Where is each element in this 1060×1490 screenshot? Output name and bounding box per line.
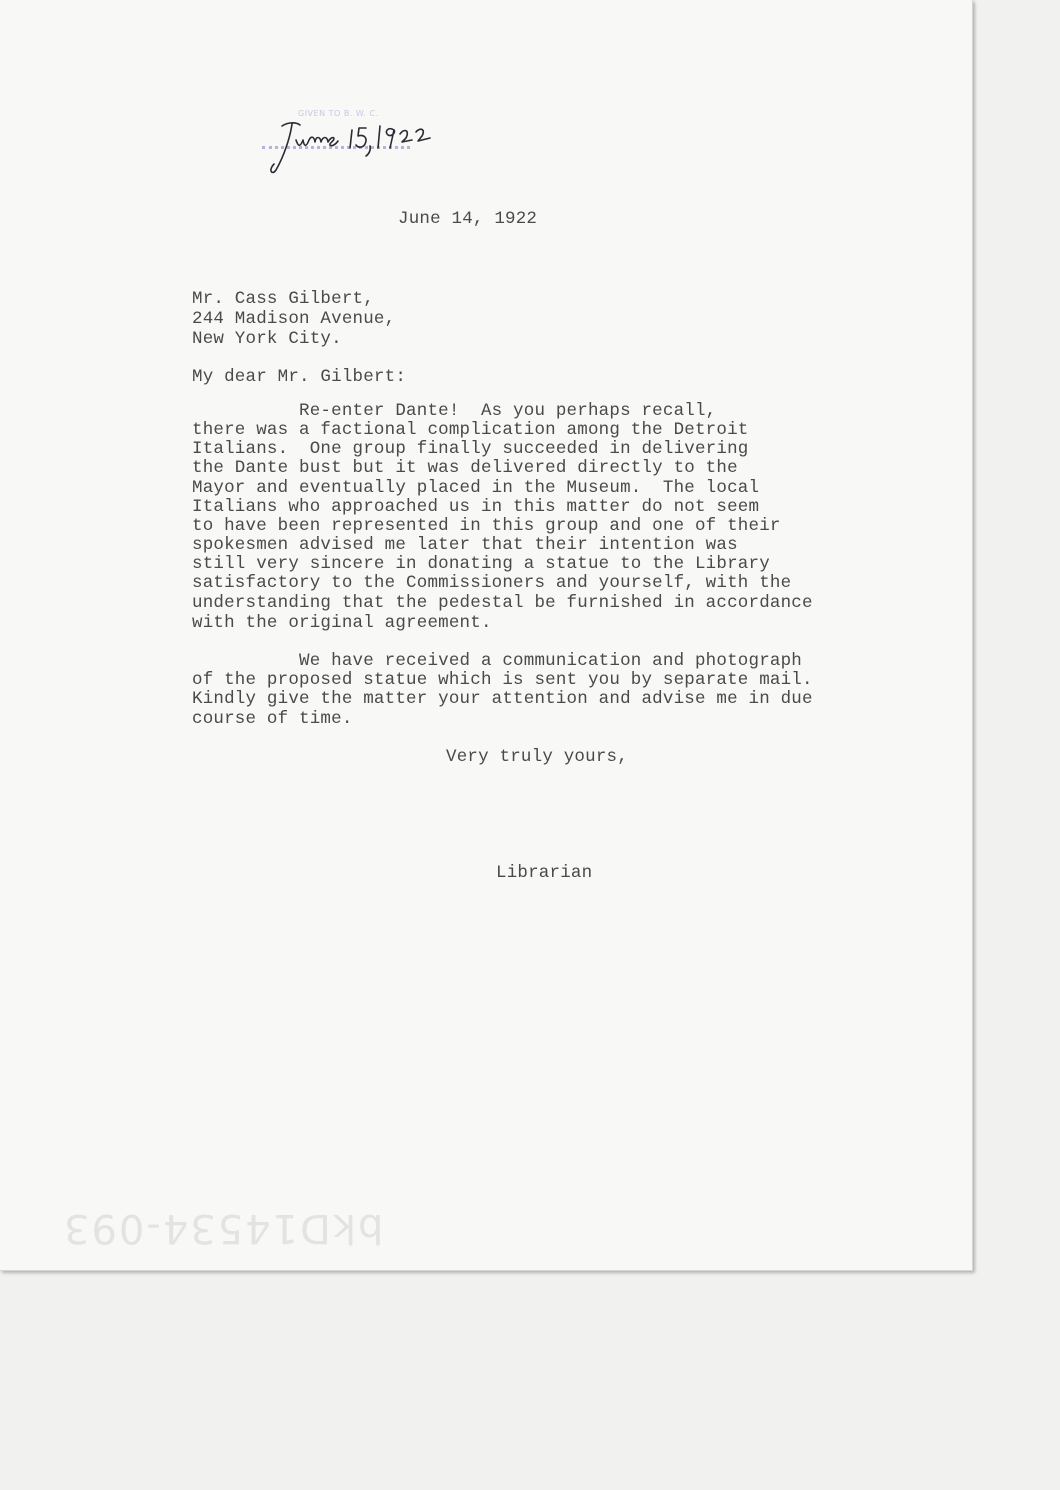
body-line: to have been represented in this group and one of their xyxy=(192,516,781,536)
body-line: of the proposed statue which is sent you by separate mail. xyxy=(192,670,813,690)
body-line: Kindly give the matter your attention and advise me in due xyxy=(192,689,813,709)
address-line: 244 Madison Avenue, xyxy=(192,309,396,329)
received-stamp: GIVEN TO B. W. C. xyxy=(298,109,379,118)
body-line: satisfactory to the Commissioners and yourself, with the xyxy=(192,573,792,593)
body-line: still very sincere in donating a statue to the Library xyxy=(192,554,770,574)
handwritten-date-annotation xyxy=(266,108,466,178)
body-line: We have received a communication and photograph xyxy=(192,651,802,671)
body-line: Italians who approached us in this matter do not seem xyxy=(192,497,760,517)
closing: Very truly yours, xyxy=(446,747,628,767)
body-line: Italians. One group finally succeeded in delivering xyxy=(192,439,749,459)
body-line: the Dante bust but it was delivered directly to the xyxy=(192,458,738,478)
signature-title: Librarian xyxy=(496,863,593,883)
body-line: Re-enter Dante! As you perhaps recall, xyxy=(192,401,717,421)
body-line: understanding that the pedestal be furnished in accordance xyxy=(192,593,813,613)
address-line: Mr. Cass Gilbert, xyxy=(192,289,374,309)
body-line: Mayor and eventually placed in the Museum. The local xyxy=(192,478,760,498)
body-line: with the original agreement. xyxy=(192,613,492,633)
body-line: spokesmen advised me later that their intention was xyxy=(192,535,738,555)
salutation: My dear Mr. Gilbert: xyxy=(192,367,407,387)
address-line: New York City. xyxy=(192,329,342,349)
body-line: course of time. xyxy=(192,709,353,729)
archive-number: bkD14534-093 xyxy=(62,1205,384,1251)
letter-date: June 14, 1922 xyxy=(398,209,538,229)
body-line: there was a factional complication among the Detroit xyxy=(192,420,749,440)
